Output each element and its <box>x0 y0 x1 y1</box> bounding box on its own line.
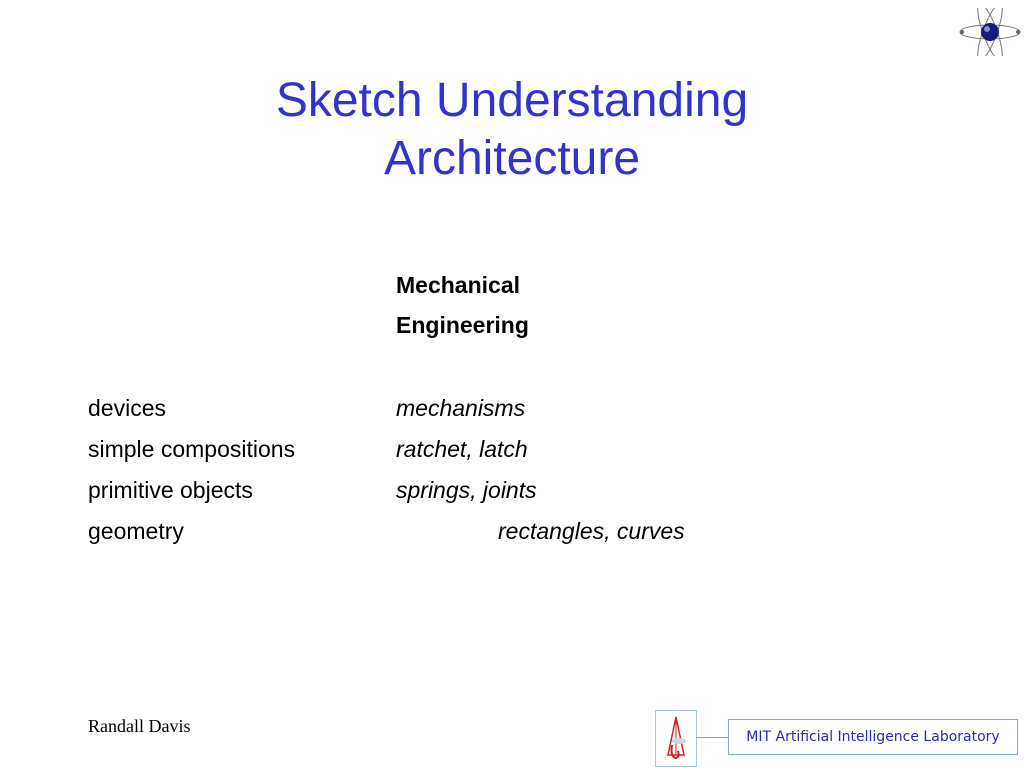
row-label-geometry: geometry <box>88 518 184 544</box>
row-label-devices: devices <box>88 395 166 421</box>
ai-lab-logo-icon <box>655 710 697 767</box>
author-name: Randall Davis <box>88 716 191 736</box>
row-label-simple-compositions: simple compositions <box>88 436 296 462</box>
lab-name-box: MIT Artificial Intelligence Laboratory <box>728 719 1018 755</box>
row-value-simple-compositions: ratchet, latch <box>396 436 528 462</box>
atom-logo-icon <box>956 8 1024 56</box>
title-line-2: Architecture <box>383 132 641 185</box>
row-value-primitive-objects: springs, joints <box>396 477 537 503</box>
row-value-geometry: rectangles, curves <box>498 518 685 544</box>
slide-title <box>0 72 1024 188</box>
row-label-primitive-objects: primitive objects <box>88 477 253 503</box>
row-value-devices: mechanisms <box>396 395 526 421</box>
column-header-line-1: Mechanical <box>396 272 520 298</box>
title-line-1: Sketch Understanding <box>275 74 749 127</box>
logo-connector <box>696 737 728 738</box>
column-header-line-2: Engineering <box>396 312 529 338</box>
